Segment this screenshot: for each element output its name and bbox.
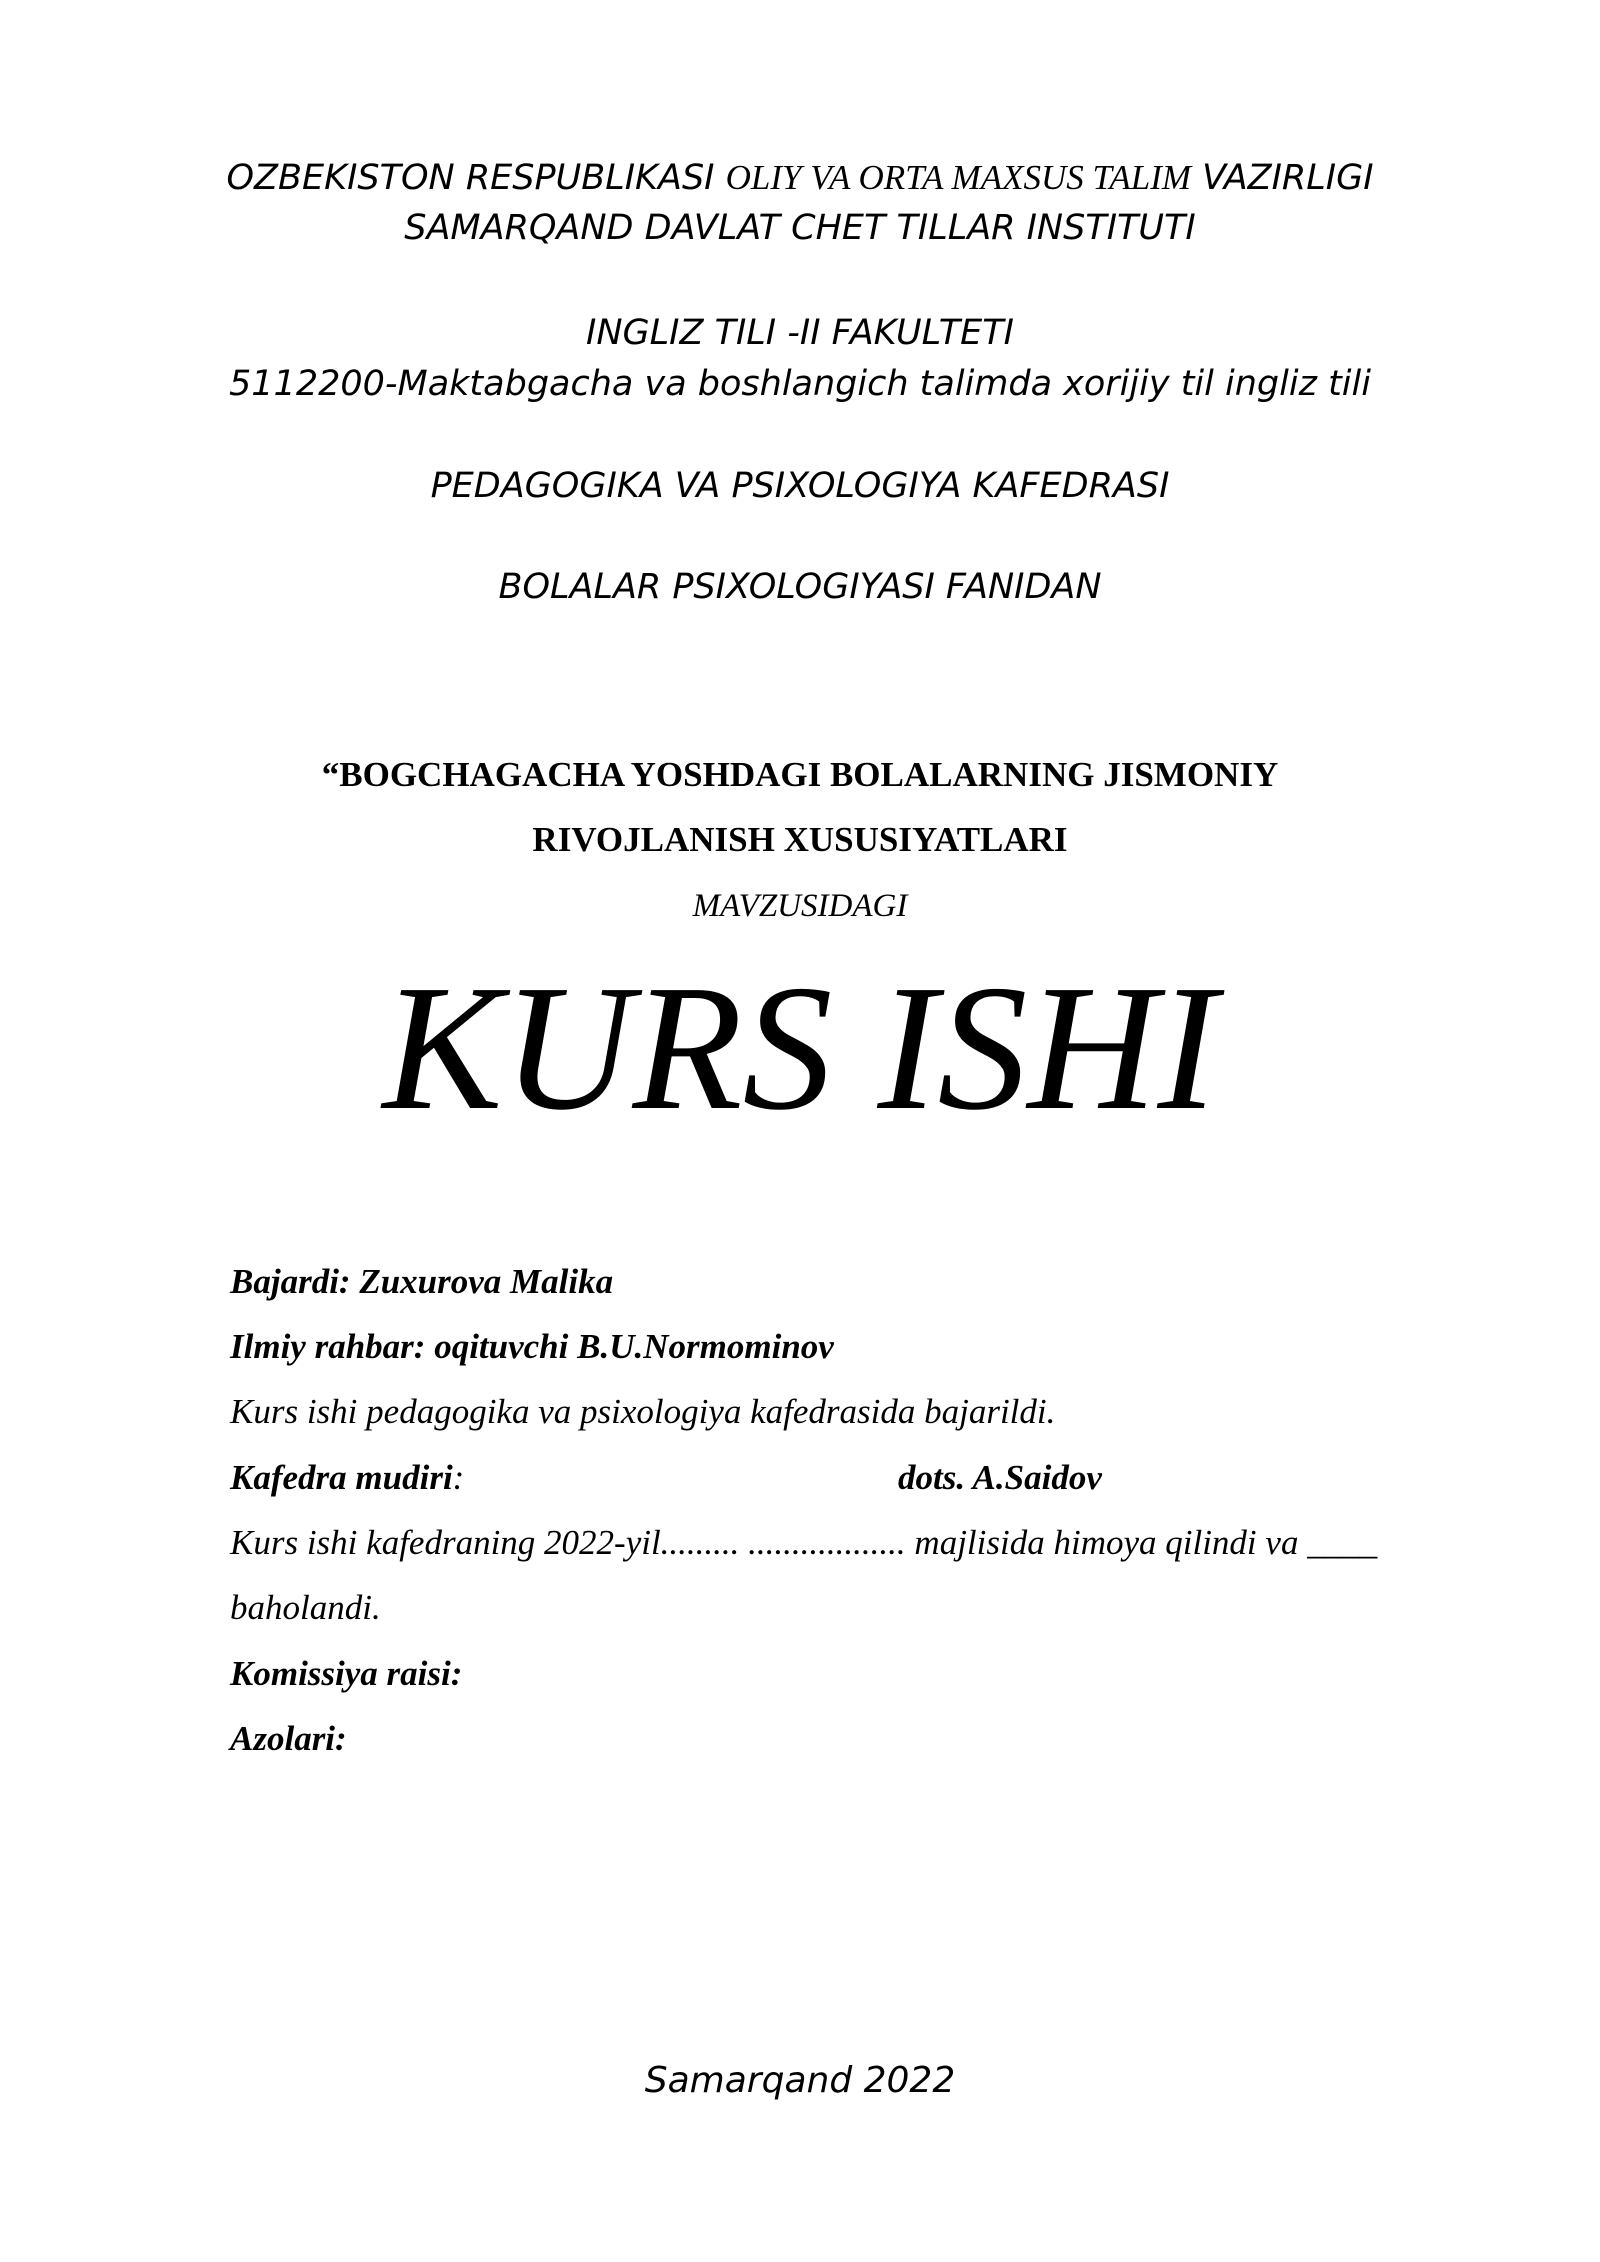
department-line: PEDAGOGIKA VA PSIXOLOGIYA KAFEDRASI (430, 466, 1170, 506)
institute-line: SAMARQAND DAVLAT CHET TILLAR INSTITUTI (404, 208, 1196, 248)
topic-suffix: MAVZUSIDAGI (692, 888, 908, 924)
subject-line: BOLALAR PSIXOLOGIYASI FANIDAN (498, 567, 1102, 607)
members-label: Azolari: (230, 1719, 347, 1758)
completed-note: Kurs ishi pedagogika va psixologiya kafedrasida bajarildi. (230, 1392, 1056, 1431)
commission-chair-label: Komissiya raisi: (230, 1654, 463, 1693)
department-head-name: dots. A.Saidov (898, 1458, 1102, 1497)
topic-line-1: “BOGCHAGACHA YOSHDAGI BOLALARNING JISMONIY (321, 755, 1279, 794)
faculty-line: INGLIZ TILI -II FAKULTETI (586, 313, 1014, 353)
defense-line-2: baholandi. (230, 1588, 381, 1627)
department-head-line: Kafedra mudiri: (230, 1458, 465, 1497)
ministry-line: OZBEKISTON RESPUBLIKASI OLIY VA ORTA MAXSUS TALIM VAZIRLIGI (226, 158, 1374, 198)
topic-line-2: RIVOJLANISH XUSUSIYATLARI (532, 820, 1068, 859)
advisor-line: Ilmiy rahbar: oqituvchi B.U.Normominov (230, 1327, 834, 1366)
specialty-line: 5112200-Maktabgacha va boshlangich talimda xorijiy til ingliz tili (229, 364, 1371, 404)
defense-line-1: Kurs ishi kafedraning 2022-yil......... .................. majlisida himoya qilindi va ____ (230, 1523, 1378, 1562)
document-title: KURS ISHI (382, 948, 1218, 1147)
place-year: Samarqand 2022 (644, 2060, 956, 2101)
performer-line: Bajardi: Zuxurova Malika (230, 1262, 614, 1301)
